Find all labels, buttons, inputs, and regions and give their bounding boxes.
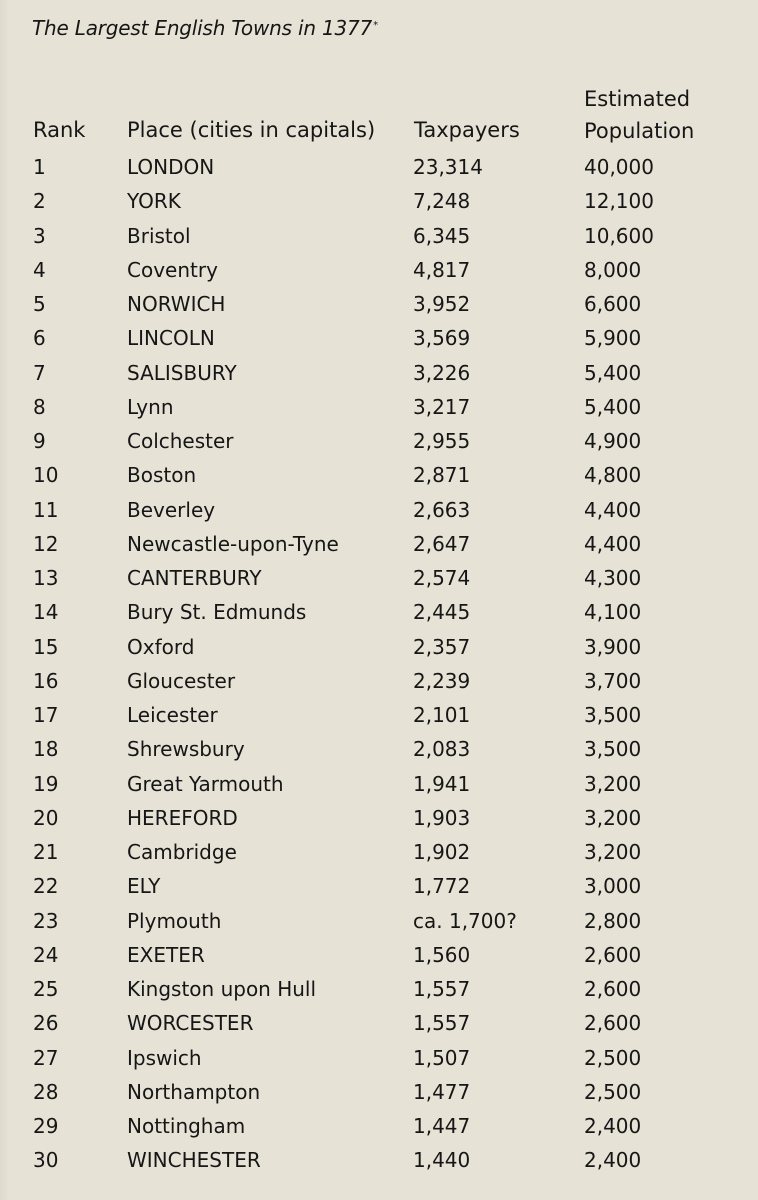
table-row [0, 424, 758, 458]
row-taxpayers: 2,647 [413, 531, 471, 556]
row-rank: 12 [33, 531, 59, 556]
row-rank: 27 [33, 1045, 59, 1070]
row-population: 5,400 [584, 394, 642, 419]
row-population: 2,600 [584, 942, 642, 967]
row-population: 40,000 [584, 155, 654, 179]
table-row [0, 1143, 758, 1177]
row-taxpayers: 1,477 [413, 1079, 471, 1104]
row-rank: 21 [33, 840, 59, 864]
row-taxpayers: 2,445 [413, 600, 471, 625]
table-row [0, 1109, 758, 1143]
table-row [0, 835, 758, 869]
row-place: Kingston upon Hull [127, 977, 317, 1001]
table-row [0, 390, 758, 424]
header-place: Place (cities in capitals) [127, 118, 376, 142]
row-population: 5,900 [584, 326, 642, 351]
row-rank: 14 [33, 600, 59, 625]
row-place: LONDON [127, 155, 215, 179]
table-row [0, 869, 758, 903]
row-rank: 20 [33, 805, 59, 830]
row-population: 2,400 [584, 1148, 642, 1173]
row-population: 3,500 [584, 737, 642, 762]
table-row [0, 664, 758, 698]
row-taxpayers: 2,357 [413, 634, 471, 659]
table-row [0, 630, 758, 664]
row-rank: 1 [33, 155, 46, 179]
row-population: 6,600 [584, 292, 642, 316]
row-rank: 2 [33, 189, 46, 214]
row-place: NORWICH [127, 292, 226, 316]
table-row [0, 595, 758, 629]
table-row [0, 458, 758, 492]
row-place: Boston [127, 463, 197, 488]
title-footnote-mark: * [373, 20, 378, 31]
row-population: 3,700 [584, 668, 642, 693]
row-rank: 9 [33, 429, 46, 453]
row-population: 8,000 [584, 257, 642, 282]
row-place: CANTERBURY [127, 566, 262, 590]
row-place: YORK [127, 189, 181, 214]
row-place: Newcastle-upon-Tyne [127, 531, 339, 556]
row-rank: 4 [33, 257, 46, 282]
row-place: Lynn [127, 394, 174, 419]
row-population: 2,500 [584, 1045, 642, 1070]
row-taxpayers: 1,557 [413, 977, 471, 1001]
row-population: 2,400 [584, 1114, 642, 1138]
header-population [584, 83, 694, 147]
row-taxpayers: 2,871 [413, 463, 471, 488]
row-rank: 17 [33, 703, 59, 727]
row-rank: 29 [33, 1114, 59, 1138]
table-row [0, 253, 758, 287]
row-taxpayers: 4,817 [413, 257, 471, 282]
table-title [32, 16, 378, 40]
row-place: Bury St. Edmunds [127, 600, 307, 625]
row-taxpayers: 2,239 [413, 668, 471, 693]
row-rank: 28 [33, 1079, 59, 1104]
row-place: WINCHESTER [127, 1148, 261, 1173]
row-population: 4,300 [584, 566, 642, 590]
row-rank: 11 [33, 497, 59, 522]
header-population-line2: Population [584, 119, 695, 143]
row-place: Shrewsbury [127, 737, 245, 762]
table-row [0, 698, 758, 732]
row-taxpayers: 2,663 [413, 497, 471, 522]
table-row [0, 972, 758, 1006]
row-place: Coventry [127, 257, 218, 282]
row-rank: 15 [33, 634, 59, 659]
row-place: Nottingham [127, 1114, 246, 1138]
row-population: 2,600 [584, 977, 642, 1001]
row-taxpayers: 7,248 [413, 189, 471, 214]
row-place: Gloucester [127, 668, 236, 693]
row-taxpayers: 2,083 [413, 737, 471, 762]
row-taxpayers: 1,507 [413, 1045, 471, 1070]
table-row [0, 150, 758, 184]
row-place: ELY [127, 874, 161, 899]
row-rank: 3 [33, 223, 46, 248]
table-title-text: The Largest English Towns in 1377 [32, 16, 373, 40]
row-taxpayers: 1,941 [413, 771, 471, 796]
table-row [0, 767, 758, 801]
row-population: 3,000 [584, 874, 642, 899]
row-population: 3,900 [584, 634, 642, 659]
row-rank: 5 [33, 292, 46, 316]
row-taxpayers: 1,903 [413, 805, 471, 830]
row-taxpayers: 2,955 [413, 429, 471, 453]
row-taxpayers: 6,345 [413, 223, 471, 248]
table-row [0, 938, 758, 972]
table-row [0, 1075, 758, 1109]
row-population: 4,900 [584, 429, 642, 453]
row-taxpayers: ca. 1,700? [413, 908, 517, 933]
row-place: Plymouth [127, 908, 222, 933]
row-rank: 26 [33, 1011, 59, 1036]
row-taxpayers: 2,574 [413, 566, 471, 590]
row-rank: 8 [33, 394, 46, 419]
table-row [0, 904, 758, 938]
table-row [0, 356, 758, 390]
table-row [0, 527, 758, 561]
row-rank: 30 [33, 1148, 59, 1173]
table-row [0, 732, 758, 766]
row-place: SALISBURY [127, 360, 237, 385]
row-rank: 10 [33, 463, 59, 488]
row-rank: 25 [33, 977, 59, 1001]
row-population: 10,600 [584, 223, 654, 248]
row-taxpayers: 1,440 [413, 1148, 471, 1173]
row-taxpayers: 1,447 [413, 1114, 471, 1138]
row-population: 5,400 [584, 360, 642, 385]
row-place: Colchester [127, 429, 234, 453]
row-population: 3,200 [584, 771, 642, 796]
table-row [0, 493, 758, 527]
row-taxpayers: 2,101 [413, 703, 471, 727]
row-rank: 22 [33, 874, 59, 899]
row-population: 2,800 [584, 908, 642, 933]
row-population: 3,200 [584, 840, 642, 864]
row-population: 4,100 [584, 600, 642, 625]
row-place: Leicester [127, 703, 218, 727]
row-rank: 18 [33, 737, 59, 762]
table-row [0, 801, 758, 835]
table-row [0, 1041, 758, 1075]
row-place: Cambridge [127, 840, 237, 864]
table-row [0, 1006, 758, 1040]
row-place: Oxford [127, 634, 195, 659]
row-population: 4,800 [584, 463, 642, 488]
row-rank: 23 [33, 908, 59, 933]
row-place: Beverley [127, 497, 216, 522]
row-taxpayers: 3,952 [413, 292, 471, 316]
table-row [0, 219, 758, 253]
row-place: Northampton [127, 1079, 261, 1104]
row-rank: 19 [33, 771, 59, 796]
row-population: 12,100 [584, 189, 654, 214]
table-row [0, 287, 758, 321]
row-rank: 7 [33, 360, 46, 385]
row-rank: 16 [33, 668, 59, 693]
row-place: Great Yarmouth [127, 771, 284, 796]
row-population: 3,500 [584, 703, 642, 727]
row-taxpayers: 1,560 [413, 942, 471, 967]
row-place: EXETER [127, 942, 205, 967]
row-rank: 24 [33, 942, 59, 967]
row-place: Bristol [127, 223, 191, 248]
header-population-line1: Estimated [584, 87, 691, 111]
row-place: HEREFORD [127, 805, 238, 830]
table-row [0, 184, 758, 218]
row-rank: 13 [33, 566, 59, 590]
row-population: 2,500 [584, 1079, 642, 1104]
row-taxpayers: 3,217 [413, 394, 471, 419]
row-population: 4,400 [584, 531, 642, 556]
row-rank: 6 [33, 326, 46, 351]
header-taxpayers: Taxpayers [414, 118, 520, 142]
row-population: 4,400 [584, 497, 642, 522]
row-place: Ipswich [127, 1045, 202, 1070]
row-taxpayers: 23,314 [413, 155, 483, 179]
table-row [0, 561, 758, 595]
row-place: WORCESTER [127, 1011, 254, 1036]
row-taxpayers: 3,569 [413, 326, 471, 351]
table-body [0, 150, 758, 1178]
row-taxpayers: 3,226 [413, 360, 471, 385]
table-row [0, 321, 758, 355]
row-population: 2,600 [584, 1011, 642, 1036]
row-population: 3,200 [584, 805, 642, 830]
row-taxpayers: 1,772 [413, 874, 471, 899]
row-place: LINCOLN [127, 326, 215, 351]
header-rank: Rank [33, 118, 86, 142]
row-taxpayers: 1,557 [413, 1011, 471, 1036]
row-taxpayers: 1,902 [413, 840, 471, 864]
